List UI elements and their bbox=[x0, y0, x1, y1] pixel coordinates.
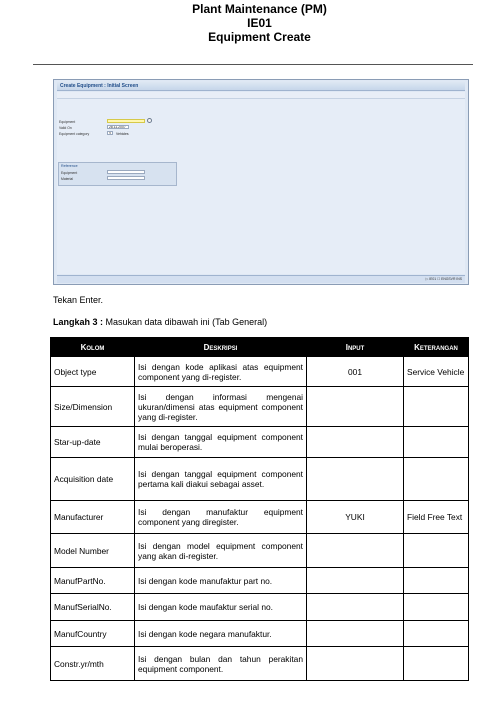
table-row bbox=[51, 568, 469, 594]
deskripsi-cell: Isi dengan manufaktur equipment component yang diregister. bbox=[135, 501, 307, 534]
sap-toolbar bbox=[57, 92, 465, 99]
input-cell bbox=[307, 568, 404, 594]
equipment-input[interactable] bbox=[107, 119, 145, 123]
table-row bbox=[51, 647, 469, 681]
sap-window-title: Create Equipment : Initial Screen bbox=[57, 82, 465, 91]
step-label: Langkah 3 : bbox=[53, 317, 104, 327]
keterangan-cell bbox=[404, 594, 469, 621]
input-cell bbox=[307, 427, 404, 458]
kolom-cell: Star-up-date bbox=[51, 427, 135, 458]
header-kolom: Kolom bbox=[51, 338, 135, 357]
table-row bbox=[51, 501, 469, 534]
table-row bbox=[51, 387, 469, 427]
reference-group-title: Reference bbox=[61, 164, 78, 168]
field-table bbox=[50, 337, 469, 681]
reference-equipment-input[interactable] bbox=[107, 170, 145, 174]
kolom-cell: Model Number bbox=[51, 534, 135, 568]
kolom-cell: ManufCountry bbox=[51, 621, 135, 647]
keterangan-cell bbox=[404, 427, 469, 458]
document-subtitle: Equipment Create bbox=[208, 30, 311, 44]
reference-material-input[interactable] bbox=[107, 176, 145, 180]
table-row bbox=[51, 357, 469, 387]
table-header-row bbox=[51, 338, 469, 357]
instruction-text: Tekan Enter. bbox=[53, 295, 104, 305]
table-row bbox=[51, 594, 469, 621]
deskripsi-cell: Isi dengan tanggal equipment component mulai beroperasi. bbox=[135, 427, 307, 458]
table-row bbox=[51, 458, 469, 501]
deskripsi-cell: Isi dengan kode negara manufaktur. bbox=[135, 621, 307, 647]
input-cell bbox=[307, 647, 404, 681]
deskripsi-cell: Isi dengan tanggal equipment component pertama kali diakui sebagai asset. bbox=[135, 458, 307, 501]
input-cell: 001 bbox=[307, 357, 404, 387]
reference-material-label: Material bbox=[61, 177, 74, 181]
table-row bbox=[51, 621, 469, 647]
sap-screenshot bbox=[53, 79, 469, 285]
kolom-cell: ManufPartNo. bbox=[51, 568, 135, 594]
search-help-icon[interactable] bbox=[147, 118, 152, 123]
sap-screen-body bbox=[57, 99, 465, 274]
equipment-category-input[interactable]: V bbox=[109, 131, 112, 135]
deskripsi-cell: Isi dengan kode maufaktur serial no. bbox=[135, 594, 307, 621]
kolom-cell: Constr.yr/mth bbox=[51, 647, 135, 681]
input-cell bbox=[307, 387, 404, 427]
input-cell: YUKI bbox=[307, 501, 404, 534]
deskripsi-cell: Isi dengan model equipment component yang akan di-register. bbox=[135, 534, 307, 568]
header-deskripsi: Deskripsi bbox=[135, 338, 307, 357]
reference-equipment-label: Equipment bbox=[61, 171, 78, 175]
valid-on-input[interactable]: 28.11.2007 bbox=[107, 125, 129, 129]
kolom-cell: Acquisition date bbox=[51, 458, 135, 501]
input-cell bbox=[307, 621, 404, 647]
transaction-code: IE01 bbox=[247, 16, 272, 30]
kolom-cell: Size/Dimension bbox=[51, 387, 135, 427]
equipment-label: Equipment bbox=[59, 120, 76, 124]
header-divider bbox=[33, 64, 473, 65]
keterangan-cell: Field Free Text bbox=[404, 501, 469, 534]
input-cell bbox=[307, 594, 404, 621]
table-row bbox=[51, 534, 469, 568]
input-cell bbox=[307, 458, 404, 501]
sap-status-bar bbox=[57, 275, 465, 283]
input-cell bbox=[307, 534, 404, 568]
keterangan-cell bbox=[404, 568, 469, 594]
kolom-cell: Object type bbox=[51, 357, 135, 387]
document-header bbox=[0, 2, 497, 44]
document-title: Plant Maintenance (PM) bbox=[192, 2, 327, 16]
keterangan-cell bbox=[404, 647, 469, 681]
keterangan-cell bbox=[404, 621, 469, 647]
kolom-cell: ManufSerialNo. bbox=[51, 594, 135, 621]
table-row bbox=[51, 427, 469, 458]
deskripsi-cell: Isi dengan bulan dan tahun perakitan equipment component. bbox=[135, 647, 307, 681]
status-bar-text: ▷ IE01 ☐ ENGSVR INS bbox=[425, 277, 462, 281]
step-heading bbox=[53, 317, 267, 327]
header-keterangan: Keterangan bbox=[404, 338, 469, 357]
valid-on-label: Valid On bbox=[59, 126, 72, 130]
keterangan-cell bbox=[404, 387, 469, 427]
header-input: Input bbox=[307, 338, 404, 357]
kolom-cell: Manufacturer bbox=[51, 501, 135, 534]
keterangan-cell bbox=[404, 458, 469, 501]
deskripsi-cell: Isi dengan kode manufaktur part no. bbox=[135, 568, 307, 594]
step-text: Masukan data dibawah ini (Tab General) bbox=[105, 317, 268, 327]
keterangan-cell bbox=[404, 534, 469, 568]
equipment-category-label: Equipment category bbox=[59, 132, 90, 136]
deskripsi-cell: Isi dengan informasi mengenai ukuran/dimensi atas equipment component yang di-register. bbox=[135, 387, 307, 427]
deskripsi-cell: Isi dengan kode aplikasi atas equipment component yang di-register. bbox=[135, 357, 307, 387]
keterangan-cell: Service Vehicle bbox=[404, 357, 469, 387]
equipment-category-text: Vehicles bbox=[116, 132, 129, 136]
reference-group bbox=[58, 162, 177, 186]
